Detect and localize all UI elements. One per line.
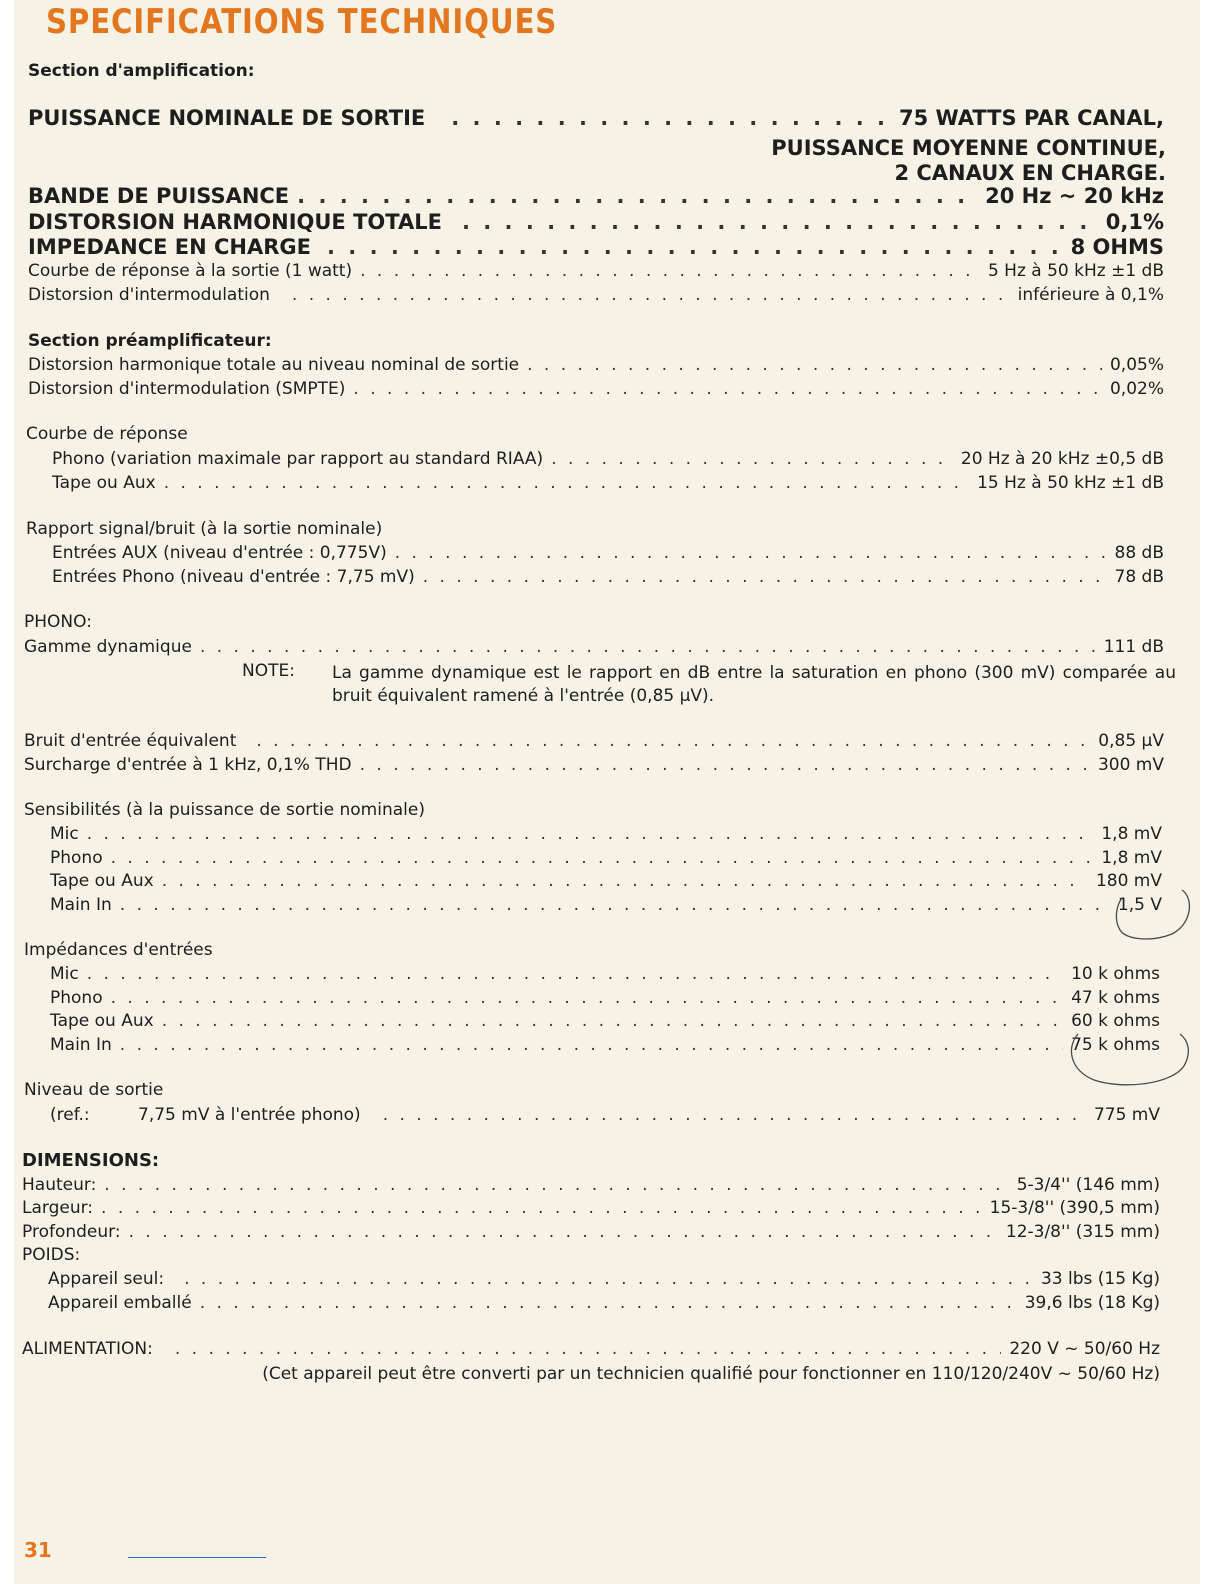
spec-row-preamp-im (28, 379, 1164, 399)
spec-value: 75 WATTS PAR CANAL, (899, 106, 1164, 130)
snr-heading: Rapport signal/bruit (à la sortie nominale) (26, 519, 383, 539)
spec-label: Phono (variation maximale par rapport au standard RIAA) (52, 449, 544, 469)
spec-value: 5 Hz à 50 kHz ±1 dB (987, 261, 1164, 281)
leader-dots (87, 964, 1063, 984)
dimensions-heading: DIMENSIONS: (22, 1150, 160, 1171)
spec-row-dynamic-range (24, 637, 1164, 657)
leader-dots (111, 848, 1094, 868)
spec-value: 78 dB (1114, 567, 1164, 587)
page-number: 31 (24, 1538, 52, 1562)
spec-value: 1,5 V (1117, 895, 1162, 915)
leader-dots (162, 871, 1088, 891)
spec-value: 1,8 mV (1101, 848, 1162, 868)
spec-value-cont: 2 CANAUX EN CHARGE. (894, 161, 1166, 185)
note-text-line1: La gamme dynamique est le rapport en dB entre la saturation en phono (300 mV) comparée au (332, 663, 1176, 683)
spec-label: Tape ou Aux (52, 473, 156, 493)
leader-dots (383, 1105, 1086, 1125)
spec-value: 20 Hz à 20 kHz ±0,5 dB (960, 449, 1164, 469)
leader-dots (111, 988, 1064, 1008)
handwritten-circle-mark (1112, 884, 1196, 944)
spec-row-sens-mic (50, 824, 1162, 844)
leader-dots (87, 824, 1094, 844)
spec-row-imp-tape (50, 1011, 1160, 1031)
spec-row-power-band (28, 184, 1164, 208)
spec-label: PUISSANCE NOMINALE DE SORTIE (28, 106, 426, 130)
spec-label: Largeur: (22, 1198, 94, 1218)
spec-label: Mic (50, 824, 79, 844)
spec-value: inférieure à 0,1% (1017, 285, 1164, 305)
spec-value: 15 Hz à 50 kHz ±1 dB (977, 473, 1164, 493)
note-text-line2: bruit équivalent ramené à l'entrée (0,85 µV). (332, 686, 715, 706)
spec-label: DISTORSION HARMONIQUE TOTALE (28, 210, 442, 234)
amp-section-heading: Section d'amplification: (28, 61, 255, 81)
leader-dots (175, 1339, 1002, 1359)
spec-value: 0,02% (1109, 379, 1164, 399)
spec-value: 300 mV (1097, 755, 1164, 775)
spec-value: 60 k ohms (1071, 1011, 1160, 1031)
spec-label: Gamme dynamique (24, 637, 192, 657)
power-conversion-note: (Cet appareil peut être converti par un technicien qualifié pour fonctionner en 110/120/240V ~ 50/60 Hz) (262, 1364, 1160, 1384)
spec-row-response (28, 261, 1164, 281)
spec-label: Appareil emballé (48, 1293, 192, 1313)
spec-value: 0,05% (1109, 355, 1164, 375)
output-ref-label: (ref.: (50, 1105, 90, 1125)
spec-label: ALIMENTATION: (22, 1339, 153, 1359)
spec-row-output-ref (138, 1105, 1160, 1125)
leader-dots (129, 1222, 998, 1242)
spec-label: Hauteur: (22, 1175, 97, 1195)
spec-row-tape-aux (52, 473, 1164, 493)
leader-dots (256, 731, 1090, 751)
leader-dots (423, 567, 1107, 587)
leader-dots (200, 637, 1096, 657)
spec-row-power (28, 106, 1164, 130)
leader-dots (120, 1035, 1063, 1055)
leader-dots (184, 1269, 1033, 1289)
spec-label: Distorsion d'intermodulation (SMPTE) (28, 379, 346, 399)
spec-value: 88 dB (1114, 543, 1164, 563)
spec-row-phono-riaa (52, 449, 1164, 469)
note-label: NOTE: (242, 661, 295, 681)
spec-row-imp-main (50, 1035, 1160, 1055)
spec-label: Profondeur: (22, 1222, 121, 1242)
leader-dots (395, 543, 1107, 563)
spec-row-sens-phono (50, 848, 1162, 868)
leader-dots (527, 355, 1102, 375)
spec-label: Bruit d'entrée équivalent (24, 731, 237, 751)
spec-value: 180 mV (1095, 871, 1162, 891)
spec-label: Appareil seul: (48, 1269, 165, 1289)
spec-label: Mic (50, 964, 79, 984)
spec-label: 7,75 mV à l'entrée phono) (138, 1105, 361, 1125)
leader-dots (353, 379, 1102, 399)
spec-label: IMPEDANCE EN CHARGE (28, 235, 311, 259)
spec-row-depth (22, 1222, 1160, 1242)
spec-label: Surcharge d'entrée à 1 kHz, 0,1% THD (24, 755, 352, 775)
weight-heading: POIDS: (22, 1245, 81, 1265)
spec-row-intermod (28, 285, 1164, 305)
spec-value: 220 V ~ 50/60 Hz (1009, 1339, 1160, 1359)
manual-page (14, 0, 1200, 1584)
spec-label: Entrées AUX (niveau d'entrée : 0,775V) (52, 543, 387, 563)
spec-value: 111 dB (1103, 637, 1164, 657)
spec-label: Phono (50, 848, 103, 868)
spec-row-power-supply (22, 1339, 1160, 1359)
spec-label: Entrées Phono (niveau d'entrée : 7,75 mV) (52, 567, 415, 587)
leader-dots (327, 235, 1063, 259)
output-level-heading: Niveau de sortie (24, 1080, 164, 1100)
spec-row-weight-unit (48, 1269, 1160, 1289)
spec-label: Distorsion harmonique totale au niveau nominal de sortie (28, 355, 520, 375)
spec-label: Main In (50, 895, 112, 915)
leader-dots (162, 1011, 1063, 1031)
spec-label: Distorsion d'intermodulation (28, 285, 270, 305)
spec-label: Main In (50, 1035, 112, 1055)
spec-row-imp-mic (50, 964, 1160, 984)
leader-dots (104, 1175, 1008, 1195)
spec-row-overload (24, 755, 1164, 775)
leader-dots (297, 184, 977, 208)
spec-label: Tape ou Aux (50, 1011, 154, 1031)
spec-value: 39,6 lbs (18 Kg) (1024, 1293, 1160, 1313)
spec-label: Courbe de réponse à la sortie (1 watt) (28, 261, 353, 281)
spec-value: 0,1% (1105, 210, 1164, 234)
spec-row-width (22, 1198, 1160, 1218)
leader-dots (292, 285, 1010, 305)
leader-dots (451, 106, 891, 130)
leader-dots (164, 473, 969, 493)
spec-row-sens-tape (50, 871, 1162, 891)
leader-dots (551, 449, 953, 469)
handwritten-circle-mark (1064, 1026, 1194, 1090)
spec-value: 33 lbs (15 Kg) (1040, 1269, 1160, 1289)
leader-dots (101, 1198, 982, 1218)
spec-value: 15-3/8'' (390,5 mm) (989, 1198, 1160, 1218)
spec-value: 12-3/8'' (315 mm) (1005, 1222, 1160, 1242)
spec-value: 10 k ohms (1071, 964, 1160, 984)
leader-dots (360, 261, 980, 281)
spec-row-snr-aux (52, 543, 1164, 563)
spec-label: Tape ou Aux (50, 871, 154, 891)
input-impedance-heading: Impédances d'entrées (24, 940, 213, 960)
spec-value: 1,8 mV (1101, 824, 1162, 844)
spec-label: BANDE DE PUISSANCE (28, 184, 290, 208)
page-title: SPECIFICATIONS TECHNIQUES (46, 2, 558, 42)
spec-row-thd (28, 210, 1164, 234)
leader-dots (120, 895, 1110, 915)
response-heading: Courbe de réponse (26, 424, 188, 444)
leader-dots (462, 210, 1098, 234)
spec-value-cont: PUISSANCE MOYENNE CONTINUE, (771, 136, 1166, 160)
spec-value: 47 k ohms (1071, 988, 1160, 1008)
spec-label: Phono (50, 988, 103, 1008)
leader-dots (360, 755, 1090, 775)
spec-value: 20 Hz ~ 20 kHz (985, 184, 1164, 208)
spec-row-impedance (28, 235, 1164, 259)
preamp-section-heading: Section préamplificateur: (28, 331, 272, 351)
underline-mark (128, 1557, 266, 1558)
spec-value: 8 OHMS (1070, 235, 1164, 259)
spec-row-weight-packed (48, 1293, 1160, 1313)
leader-dots (200, 1293, 1017, 1313)
spec-row-preamp-thd (28, 355, 1164, 375)
spec-value: 0,85 µV (1098, 731, 1164, 751)
spec-value: 75 k ohms (1071, 1035, 1160, 1055)
sensitivity-heading: Sensibilités (à la puissance de sortie nominale) (24, 800, 425, 820)
spec-row-sens-main (50, 895, 1162, 915)
spec-value: 775 mV (1093, 1105, 1160, 1125)
spec-row-imp-phono (50, 988, 1160, 1008)
spec-row-eq-noise (24, 731, 1164, 751)
phono-heading: PHONO: (24, 612, 92, 632)
spec-row-snr-phono (52, 567, 1164, 587)
spec-row-height (22, 1175, 1160, 1195)
spec-value: 5-3/4'' (146 mm) (1016, 1175, 1160, 1195)
